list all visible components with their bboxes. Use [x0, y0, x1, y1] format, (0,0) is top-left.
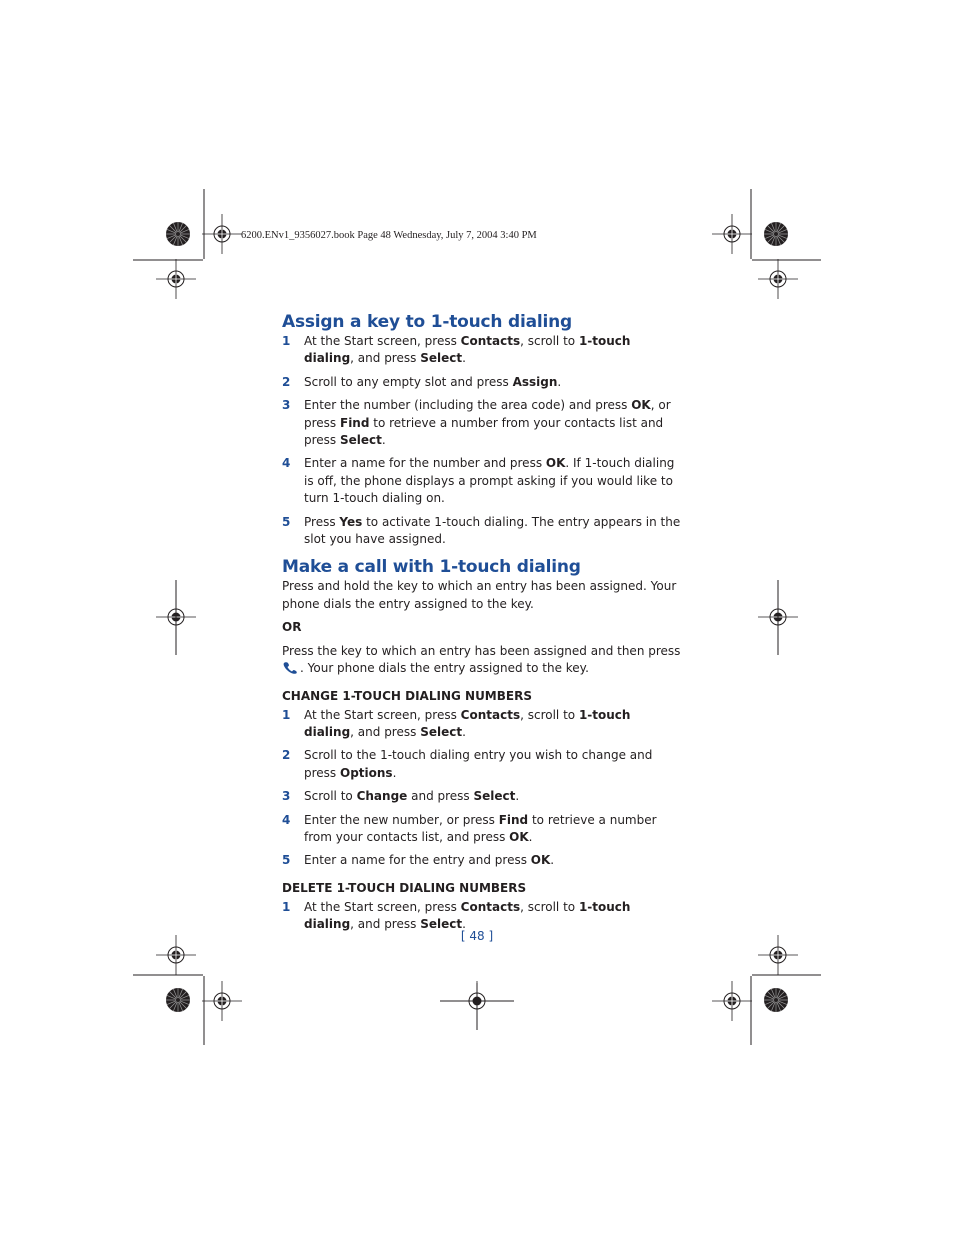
list-item: 1 At the Start screen, press Contacts, scroll to 1-touch dialing, and press Select.: [282, 899, 631, 932]
list-item: 5 Enter a name for the entry and press OK.: [282, 853, 555, 868]
crop-mark-icon: [751, 975, 821, 1045]
registration-target-icon: [202, 214, 242, 254]
registration-target-icon: [156, 259, 196, 299]
list-item: 4 Enter the new number, or press Find to retrieve a number from your contacts list, and press OK.: [282, 812, 657, 844]
registration-target-icon: [202, 981, 242, 1021]
list-item: 3 Scroll to Change and press Select.: [282, 789, 520, 804]
starburst-target-icon: [166, 222, 190, 246]
starburst-target-icon: [166, 988, 190, 1012]
list-item: 2 Scroll to the 1-touch dialing entry you wish to change and press Options.: [282, 748, 653, 780]
crop-mark-icon: [751, 189, 821, 260]
page-content: [282, 311, 682, 940]
registration-target-icon: [758, 259, 798, 299]
crop-mark-icon: [133, 975, 204, 1045]
list-item: 1 At the Start screen, press Contacts, scroll to 1-touch dialing, and press Select.: [282, 334, 631, 366]
assign-steps: [282, 333, 682, 548]
registration-target-icon: [712, 981, 752, 1021]
call-key-icon: [282, 661, 300, 674]
print-slug: 6200.ENv1_9356027.book Page 48 Wednesday, July 7, 2004 3:40 PM: [241, 230, 537, 241]
list-item: 3 Enter the number (including the area code) and press OK, or press Find to retrieve a number from your contacts list and press Select.: [282, 398, 671, 448]
starburst-target-icon: [764, 222, 788, 246]
subsection-title-delete: DELETE 1-TOUCH DIALING NUMBERS: [282, 880, 527, 895]
list-item: 2 Scroll to any empty slot and press Assign.: [282, 374, 562, 389]
crop-mark-icon: [133, 189, 204, 260]
list-item: 1 At the Start screen, press Contacts, scroll to 1-touch dialing, and press Select.: [282, 707, 631, 739]
starburst-target-icon: [764, 988, 788, 1012]
or-label: OR: [282, 620, 302, 635]
change-steps: [282, 707, 682, 870]
subsection-title-change: CHANGE 1-TOUCH DIALING NUMBERS: [282, 688, 532, 703]
paragraph: Press and hold the key to which an entry has been assigned. Your phone dials the entry assigned to the key.: [282, 579, 677, 611]
list-item: 4 Enter a name for the number and press OK. If 1-touch dialing is off, the phone displays a prompt asking if you would like to turn 1-touch dialing on.: [282, 456, 675, 506]
list-item: 5 Press Yes to activate 1-touch dialing. The entry appears in the slot you have assigned.: [282, 514, 681, 547]
paragraph: Press the key to which an entry has been assigned and then press . Your phone dials the entry assigned to the key.: [282, 643, 681, 676]
section-title-assign: Assign a key to 1-touch dialing: [282, 312, 572, 332]
section-title-make-call: Make a call with 1-touch dialing: [282, 557, 581, 578]
registration-target-icon: [712, 214, 752, 254]
page-number: [ 48 ]: [460, 929, 494, 943]
